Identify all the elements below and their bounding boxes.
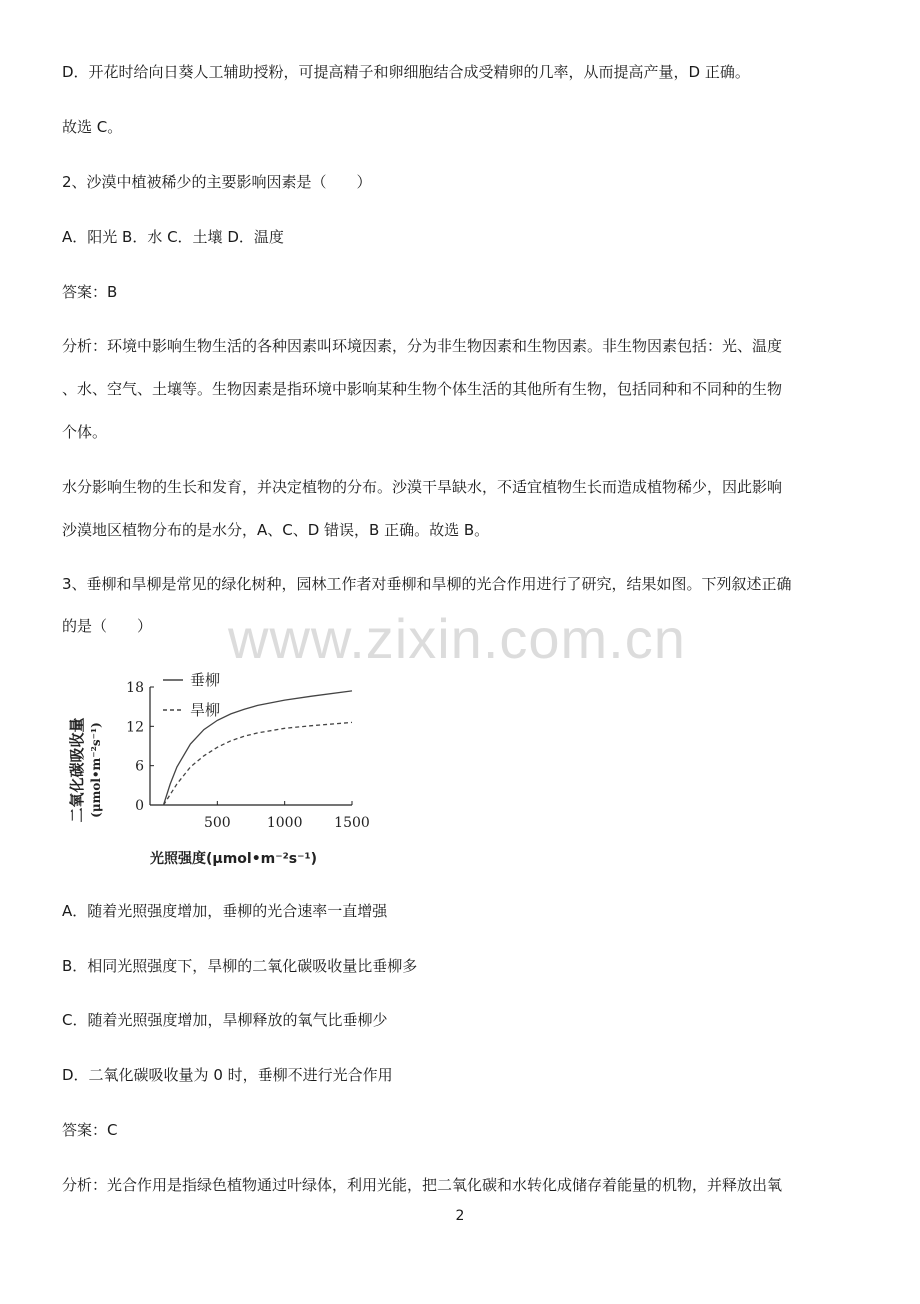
x-tick-label: 1000 [266,815,303,831]
text-line-2: 故选 C。 [62,118,123,136]
question-2-options: A．阳光 B．水 C．土壤 D．温度 [62,228,284,246]
analysis-line-q3: 分析：光合作用是指绿色植物通过叶绿体，利用光能，把二氧化碳和水转化成储存着能量的机物，并释放出氧 [62,1176,783,1194]
y-tick-label: 0 [135,798,144,814]
chart-legend [163,671,220,719]
chart-axes [126,680,370,831]
option-d: D．二氧化碳吸收量为 0 时，垂柳不进行光合作用 [62,1066,393,1084]
question-2-stem: 2、沙漠中植被稀少的主要影响因素是（ ） [62,173,372,191]
option-a: A．随着光照强度增加，垂柳的光合速率一直增强 [62,902,388,920]
x-axis-label: 光照强度(μmol•m⁻²s⁻¹) [150,851,318,867]
page-number: 2 [455,1208,465,1224]
legend-label-1: 垂柳 [190,671,221,689]
x-tick-label: 500 [203,815,231,831]
watermark: www.zixin.com.cn [228,607,686,670]
option-b: B．相同光照强度下，旱柳的二氧化碳吸收量比垂柳多 [62,957,418,975]
y-axis-label: 二氧化碳吸收量 [68,717,86,823]
analysis-line-2: 、水、空气、土壤等。生物因素是指环境中影响某种生物个体生活的其他所有生物，包括同种和不同种的生物 [62,380,783,398]
series-line-2 [164,722,353,805]
question-3-stem-2: 的是（ ） [62,617,153,635]
analysis-line-1: 分析：环境中影响生物生活的各种因素叫环境因素，分为非生物因素和生物因素。非生物因素包括：光、温度 [62,337,783,355]
question-3-stem-1: 3、垂柳和旱柳是常见的绿化树种，园林工作者对垂柳和旱柳的光合作用进行了研究，结果如图。下列叙述正确 [62,575,792,593]
y-axis-unit: (μmol•m⁻²s⁻¹) [89,722,103,818]
analysis-line-3: 个体。 [62,423,108,441]
y-tick-label: 6 [135,758,144,775]
analysis-line-5: 沙漠地区植物分布的是水分，A、C、D 错误，B 正确。故选 B。 [62,521,490,539]
photosynthesis-chart [60,660,400,870]
legend-label-2: 旱柳 [190,701,221,719]
text-line-1: D．开花时给向日葵人工辅助授粉，可提高精子和卵细胞结合成受精卵的几率，从而提高产量，D 正确。 [62,63,750,81]
y-tick-label: 12 [126,719,144,736]
analysis-line-4: 水分影响生物的生长和发育，并决定植物的分布。沙漠干旱缺水，不适宜植物生长而造成植物稀少，因此影响 [62,478,783,496]
option-c: C．随着光照强度增加，旱柳释放的氧气比垂柳少 [62,1011,388,1029]
x-tick-label: 1500 [334,815,370,831]
question-2-answer: 答案：B [62,283,118,301]
y-tick-label: 18 [126,680,144,696]
y-axis-label-group [68,717,103,822]
question-3-answer: 答案：C [62,1121,118,1139]
